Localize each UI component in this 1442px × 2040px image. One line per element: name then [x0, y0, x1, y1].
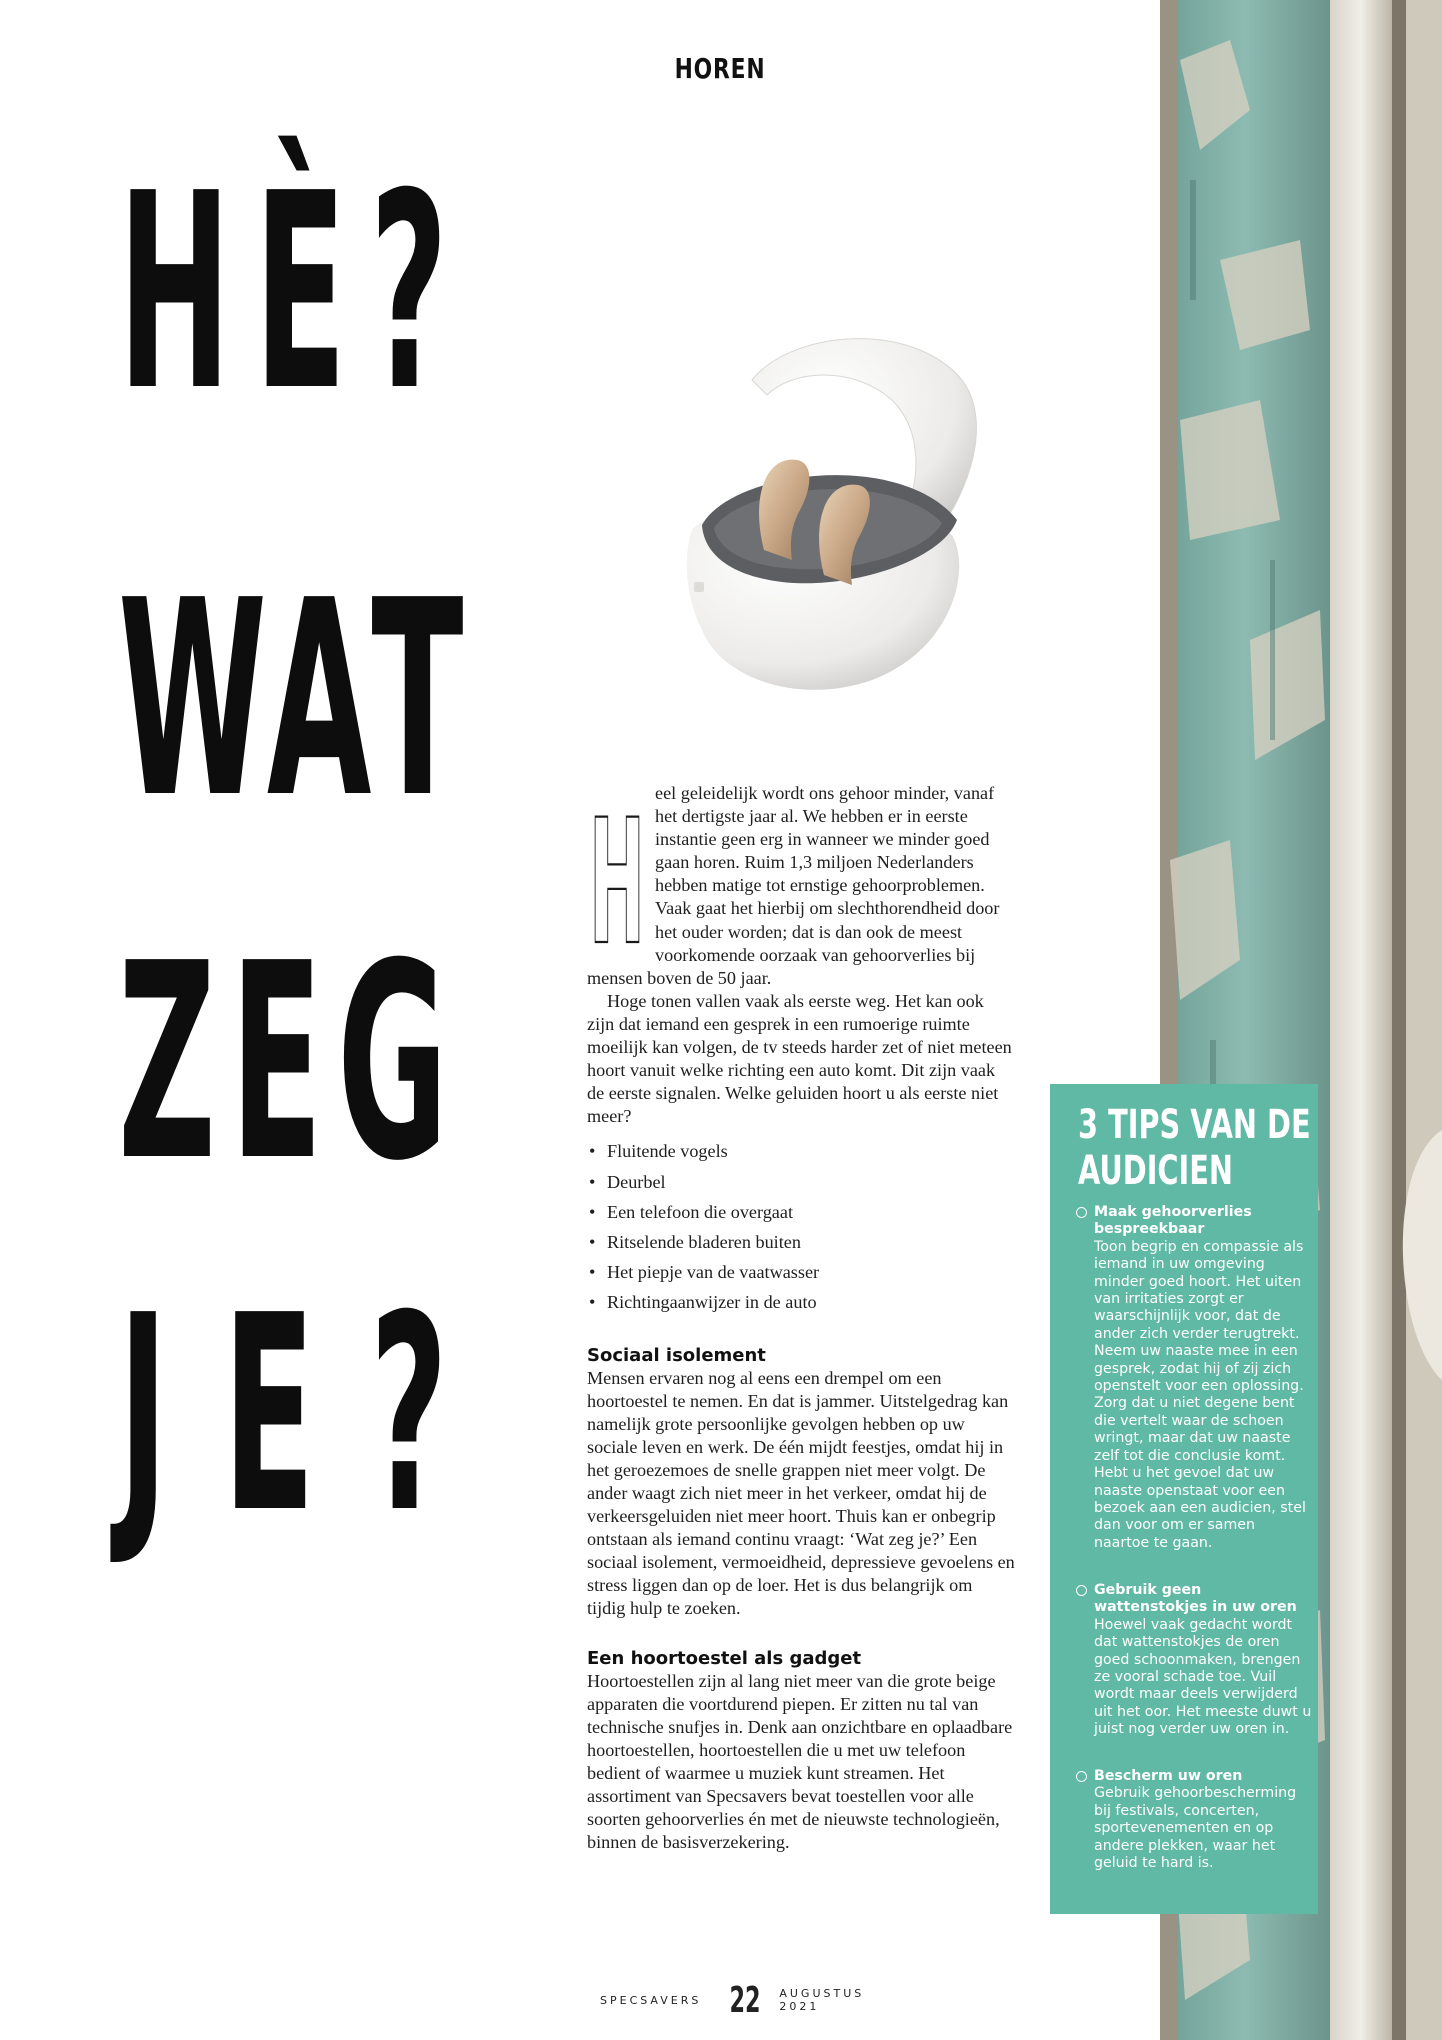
tip-text: Gebruik gehoorbescherming bij festivals, concerten, sportevenementen en op andere plekken, waar het geluid te hard is. — [1094, 1785, 1297, 1872]
headline-letter: ? — [369, 1257, 448, 1572]
section-header: HOREN — [674, 52, 766, 85]
intro-block — [587, 782, 1015, 990]
headline-line-2 — [118, 542, 464, 857]
headline-letter: È — [254, 135, 347, 450]
tip-item-3 — [1076, 1768, 1312, 1872]
hearing-aid-illustration — [672, 320, 982, 700]
intro-paragraph: eel geleidelijk wordt ons gehoor minder, vanaf het dertigste jaar al. We hebben er in eerste instantie geen erg in wanneer we minder goed gaan horen. Ruim 1,3 miljoen Nederlanders hebben matige tot ernstige gehoorproblemen. Vaak gaat het hierbij om slechthorendheid door het ouder worden; dat is dan ook de meest voorkomende oorzaak van gehoorverlies bij mensen boven de 50 jaar. — [587, 783, 1000, 988]
tips-title: 3 TIPS VAN DE AUDICIEN — [1078, 1102, 1311, 1194]
headline-line-4 — [118, 1257, 448, 1572]
tips-box — [1050, 1084, 1318, 1914]
list-item: • Richtingaanwijzer in de auto — [587, 1287, 1015, 1317]
headline-letter: E — [230, 905, 323, 1220]
subhead-sociaal-isolement: Sociaal isolement — [587, 1344, 766, 1366]
svg-text:H: H — [589, 784, 645, 946]
hearing-aid-case-image — [672, 320, 982, 700]
paragraph-2: Hoge tonen vallen vaak als eerste weg. Het kan ook zijn dat iemand een gesprek in een rumoerige ruimte moeilijk kan volgen, de tv steeds harder zet of niet meteen hoort vanuit welke richting een auto komt. Dit zijn vaak de eerste signalen. Welke geluiden hoort u als eerste niet meer? — [587, 990, 1012, 1127]
headline-letter: W — [118, 542, 267, 857]
article-body — [587, 782, 1015, 1854]
headline-line-3 — [118, 905, 448, 1220]
dropcap-letter — [587, 784, 647, 946]
tip-text: Hoewel vaak gedacht wordt dat wattenstokjes de oren goed schoonmaken, brengen ze vooral schade toe. Vuil wordt maar deels verwijderd uit het oor. Het meeste duwt u juist nog verder uw oren in. — [1094, 1616, 1312, 1738]
headline-letter: J — [118, 1257, 169, 1572]
bullet-list — [587, 1136, 1015, 1317]
list-item: • Ritselende bladeren buiten — [587, 1227, 1015, 1257]
tip-heading: Maak gehoorverlies bespreekbaar — [1076, 1204, 1312, 1239]
headline-line-1 — [118, 135, 448, 450]
paragraph-4: Hoortoestellen zijn al lang niet meer van die grote beige apparaten die voortdurend piepen. Er zitten nu tal van technische snufjes in. Denk aan onzichtbare en oplaadbare hoortoestellen, hoortoestellen die u met uw telefoon bedient of waarmee u muziek kunt streamen. Het assortiment van Specsavers bevat toestellen voor alle soorten gehoorverlies én met de nieuwste technologieën, binnen de basisverzekering. — [587, 1670, 1013, 1853]
headline-letter: T — [371, 542, 464, 857]
tip-heading: Gebruik geen wattenstokjes in uw oren — [1076, 1582, 1312, 1617]
tip-item-1 — [1076, 1204, 1312, 1552]
headline-letter: Z — [118, 905, 216, 1220]
page-number: 22 — [729, 1979, 761, 2021]
list-item: • Fluitende vogels — [587, 1136, 1015, 1166]
headline-letter: G — [337, 905, 448, 1220]
tip-item-2 — [1076, 1582, 1312, 1739]
footer-brand: SPECSAVERS — [600, 1993, 702, 2007]
tip-heading: Bescherm uw oren — [1076, 1768, 1312, 1785]
headline-letter: ? — [369, 135, 448, 450]
list-item: • Een telefoon die overgaat — [587, 1197, 1015, 1227]
page-footer — [600, 1980, 900, 2020]
paragraph-3: Mensen ervaren nog al eens een drempel om een hoortoestel te nemen. En dat is jammer. Uitstelgedrag kan namelijk grote persoonlijke gevolgen hebben op uw sociale leven en werk. De één mijdt feestjes, omdat hij in het geroezemoes de snelle grappen niet meer volgt. De ander waagt zich niet meer in het verkeer, omdat hij de verkeersgeluiden niet meer hoort. Thuis kan er onbegrip ontstaan als iemand continu vraagt: ‘Wat zeg je?’ Een sociaal isolement, vermoeidheid, depressieve gevoelens en stress liggen dan op de loer. Het is dus belangrijk om tijdig hulp te zoeken. — [587, 1367, 1015, 1619]
subhead-gadget: Een hoortoestel als gadget — [587, 1647, 862, 1669]
headline-letter: E — [222, 1257, 316, 1572]
headline-letter: H — [118, 135, 231, 450]
list-item: • Het piepje van de vaatwasser — [587, 1257, 1015, 1287]
footer-date: AUGUSTUS 2021 — [779, 1987, 865, 2013]
tip-text: Toon begrip en compassie als iemand in uw omgeving minder goed hoort. Het uiten van irritaties zorgt er waarschijnlijk voor, dat de ander zich verder terugtrekt. Neem uw naaste mee in een gesprek, zodat hij of zij zich openstelt voor een oplossing. Zorg dat u niet degene bent die vertelt waar de schoen wringt, maar dat uw naaste zelf tot die conclusie komt. Hebt u het gevoel dat uw naaste openstaat voor een bezoek aan een audicien, stel dan voor om er samen naartoe te gaan. — [1094, 1238, 1306, 1551]
list-item: • Deurbel — [587, 1167, 1015, 1197]
headline-letter: A — [266, 542, 372, 857]
